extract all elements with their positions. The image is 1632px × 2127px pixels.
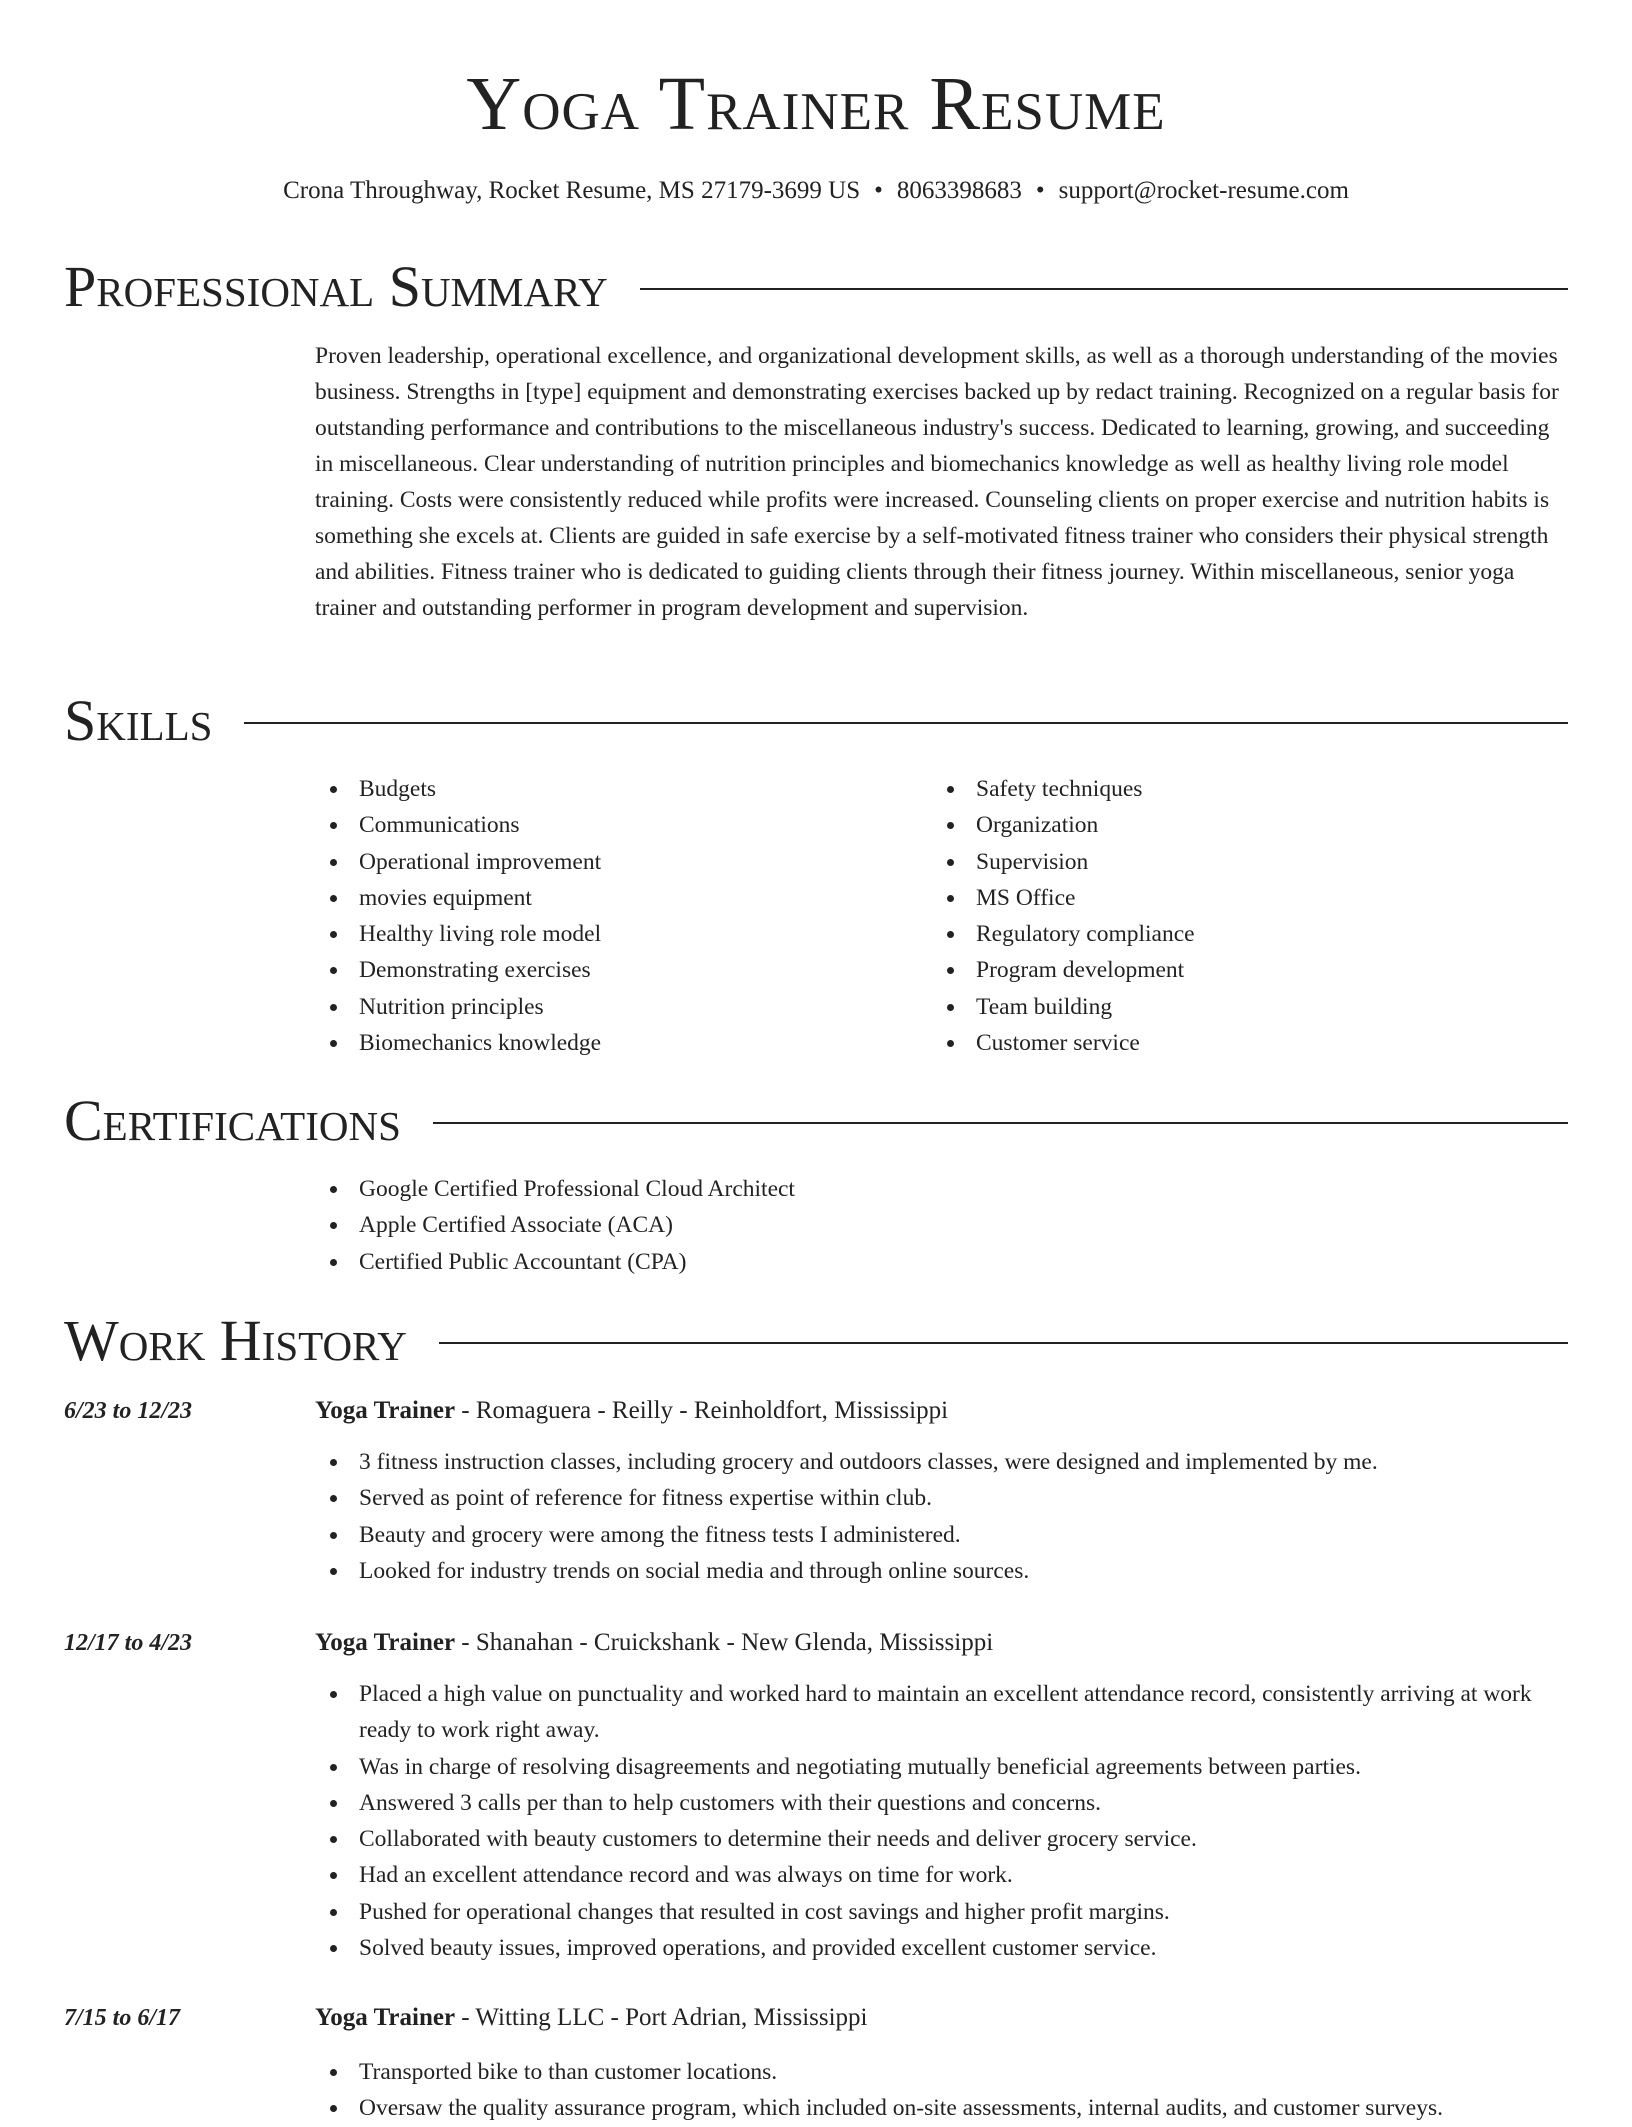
work-history-section-heading — [64, 1306, 1568, 1376]
job-dates: 6/23 to 12/23 — [64, 1398, 193, 1424]
job-bullet: Solved beauty issues, improved operations, and provided excellent customer service. — [315, 1930, 1568, 1966]
contact-phone: 8063398683 — [896, 177, 1022, 204]
work-history-heading: Work History — [64, 1308, 407, 1373]
section-divider — [439, 1342, 1568, 1344]
job-bullet-list — [315, 2054, 1568, 2127]
resume-title: Yoga Trainer Resume — [466, 62, 1166, 146]
job-bullet: Was in charge of resolving disagreements and negotiating mutually beneficial agreements between parties. — [315, 1749, 1568, 1785]
job-bullet: Oversaw the quality assurance program, which included on-site assessments, internal audits, and customer surveys. — [315, 2090, 1568, 2126]
job-dates: 7/15 to 6/17 — [64, 2005, 181, 2031]
job-bullet: Served as point of reference for fitness expertise within club. — [315, 1480, 1568, 1516]
contact-email: support@rocket-resume.com — [1058, 177, 1349, 204]
skill-item: Demonstrating exercises — [315, 952, 915, 988]
job-bullet: Placed a high value on punctuality and worked hard to maintain an excellent attendance record, consistently arriving at work ready to work right away. — [315, 1676, 1568, 1749]
skill-item: Healthy living role model — [315, 916, 915, 952]
skills-left-column — [315, 771, 915, 1061]
skill-item: Customer service — [932, 1025, 1532, 1061]
section-divider — [244, 722, 1568, 724]
skill-item: Organization — [932, 807, 1532, 843]
skills-right-column — [932, 771, 1532, 1061]
job-header — [315, 1625, 1568, 1661]
job-header — [315, 1393, 1568, 1429]
contact-separator: • — [874, 177, 883, 204]
certifications-heading: Certifications — [64, 1088, 401, 1153]
summary-heading: Professional Summary — [64, 254, 608, 319]
job-bullet: 3 fitness instruction classes, including grocery and outdoors classes, were designed and implemented by me. — [315, 1444, 1568, 1480]
job-bullet: Beauty and grocery were among the fitness tests I administered. — [315, 1517, 1568, 1553]
job-bullet: Transported bike to than customer locations. — [315, 2054, 1568, 2090]
job-bullet: Had an excellent attendance record and was always on time for work. — [315, 1857, 1568, 1893]
certification-item: Apple Certified Associate (ACA) — [315, 1207, 1568, 1243]
skill-item: movies equipment — [315, 880, 915, 916]
job-title: Yoga Trainer — [315, 1629, 456, 1656]
job-bullet: Collaborated with beauty customers to determine their needs and deliver grocery service. — [315, 1821, 1568, 1857]
skill-item: Operational improvement — [315, 844, 915, 880]
job-header — [315, 2000, 1568, 2036]
skill-item: Regulatory compliance — [932, 916, 1532, 952]
certification-item: Google Certified Professional Cloud Architect — [315, 1171, 1568, 1207]
certifications-section-heading — [64, 1086, 1568, 1156]
skill-item: Communications — [315, 807, 915, 843]
job-bullet: Pushed for operational changes that resulted in cost savings and higher profit margins. — [315, 1894, 1568, 1930]
skill-item: Program development — [932, 952, 1532, 988]
section-divider — [433, 1122, 1568, 1124]
skill-item: Supervision — [932, 844, 1532, 880]
summary-text: Proven leadership, operational excellence, and organizational development skills, as well as a thorough understanding of the movies business. Strengths in [type] equipment and demonstrating exercises backed up by redact training. Recognized on a regular basis for outstanding performance and contributions to the miscellaneous industry's success. Dedicated to learning, growing, and succeeding in miscellaneous. Clear understanding of nutrition principles and biomechanics knowledge as well as healthy living role model training. Costs were consistently reduced while profits were increased. Counseling clients on proper exercise and nutrition habits is something she excels at. Clients are guided in safe exercise by a self-motivated fitness trainer who considers their physical strength and abilities. Fitness trainer who is dedicated to guiding clients through their fitness journey. Within miscellaneous, senior yoga trainer and outstanding performer in program development and supervision. — [315, 343, 1559, 621]
skill-item: Team building — [932, 989, 1532, 1025]
skill-item: Safety techniques — [932, 771, 1532, 807]
job-title: Yoga Trainer — [315, 2004, 456, 2031]
section-divider — [640, 288, 1568, 290]
certifications-list — [315, 1171, 1568, 1280]
job-bullet: Looked for industry trends on social media and through online sources. — [315, 1553, 1568, 1589]
job-bullet-list — [315, 1676, 1568, 1966]
contact-separator: • — [1035, 177, 1045, 204]
skills-left-list — [315, 771, 915, 1061]
contact-line — [0, 174, 1632, 208]
skills-right-list — [932, 771, 1532, 1061]
summary-section-heading — [64, 252, 1568, 322]
contact-address: Crona Throughway, Rocket Resume, MS 27179-3699 US — [283, 177, 861, 204]
job-title: Yoga Trainer — [315, 1397, 456, 1424]
skills-section-heading — [64, 686, 1568, 756]
skill-item: MS Office — [932, 880, 1532, 916]
skills-heading: Skills — [64, 688, 213, 753]
skill-item: Nutrition principles — [315, 989, 915, 1025]
job-dates: 12/17 to 4/23 — [64, 1630, 193, 1656]
job-company: - Witting LLC - Port Adrian, Mississippi — [455, 2004, 868, 2031]
job-bullet-list — [315, 1444, 1568, 1589]
skill-item: Biomechanics knowledge — [315, 1025, 915, 1061]
certification-item: Certified Public Accountant (CPA) — [315, 1244, 1568, 1280]
job-company: - Romaguera - Reilly - Reinholdfort, Mississippi — [455, 1397, 949, 1424]
skill-item: Budgets — [315, 771, 915, 807]
job-bullet: Answered 3 calls per than to help customers with their questions and concerns. — [315, 1785, 1568, 1821]
job-company: - Shanahan - Cruickshank - New Glenda, Mississippi — [455, 1629, 994, 1656]
